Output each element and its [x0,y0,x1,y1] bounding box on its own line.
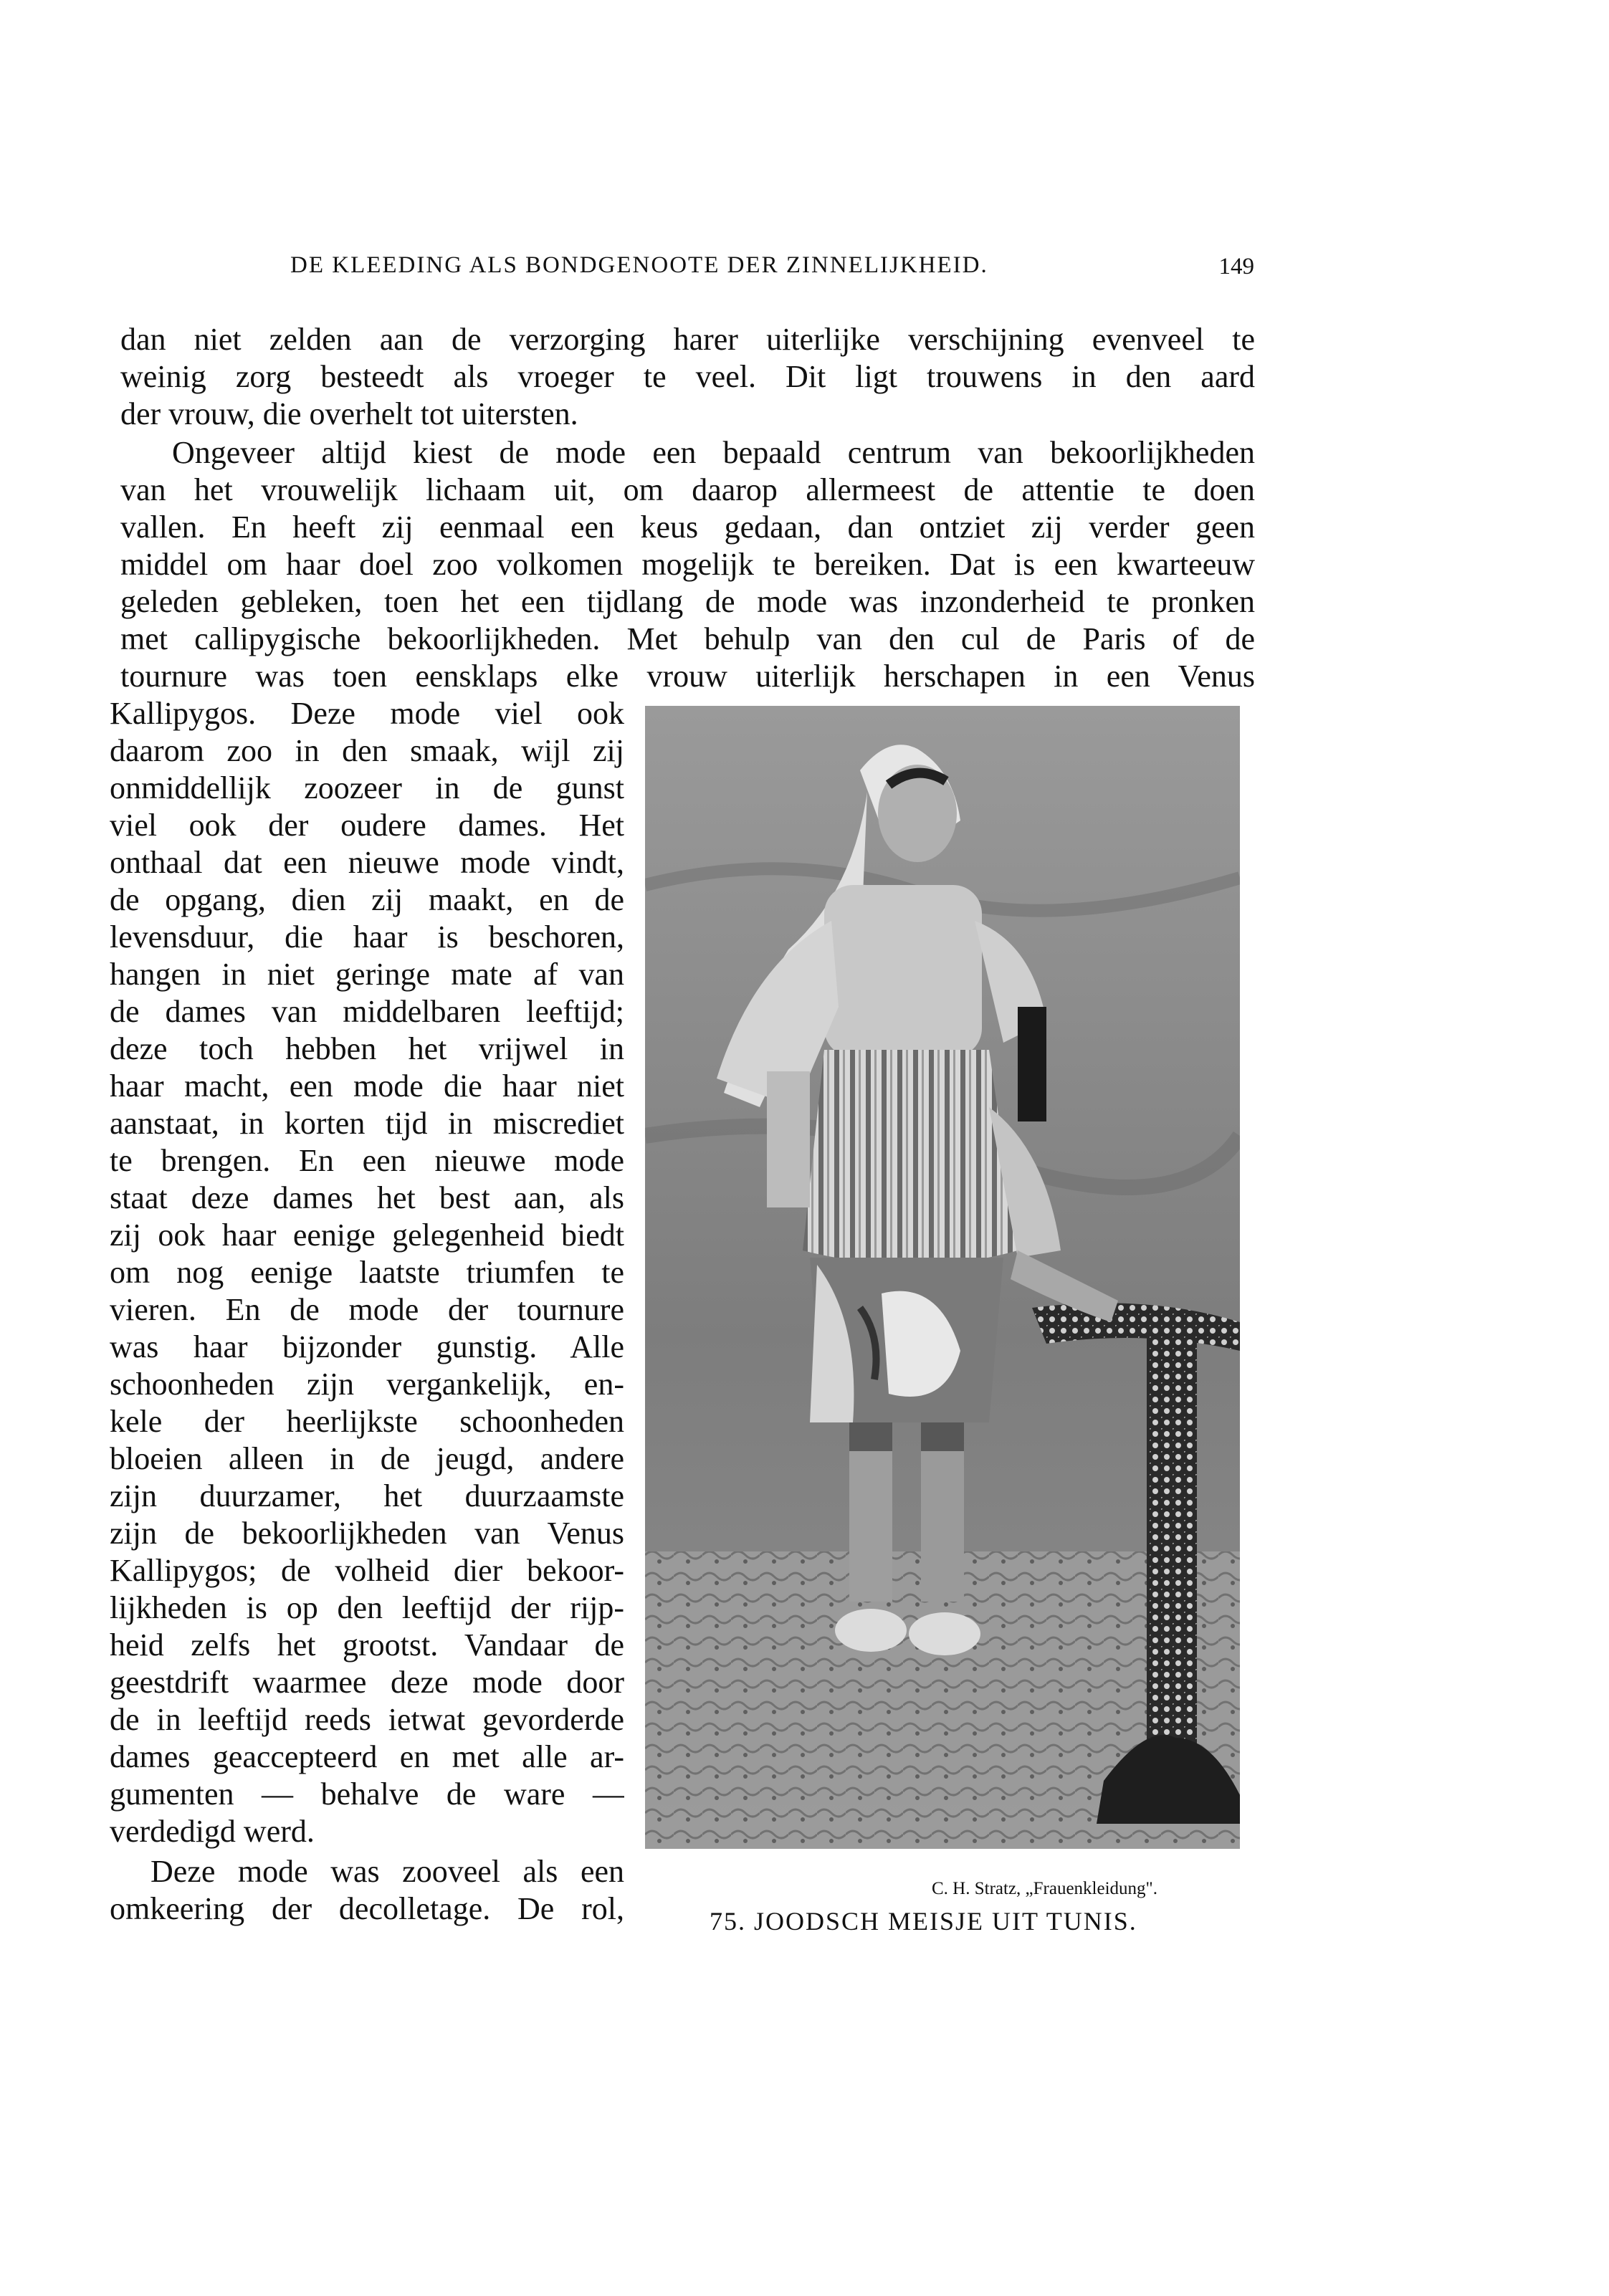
text-line: onthaal dat een nieuwe mode vindt, [110,845,624,880]
text-line: dames geaccepteerd en met alle ar- [110,1739,624,1774]
text-line: schoonheden zijn vergankelijk, en- [110,1367,624,1402]
text-line: geestdrift waarmee deze mode door [110,1665,624,1700]
running-title: DE KLEEDING ALS BONDGENOOTE DER ZINNELIJKHEID. [290,252,988,278]
text-line: was haar bijzonder gunstig. Alle [110,1329,624,1364]
text-line: om nog eenige laatste triumfen te [110,1255,624,1290]
text-line: zijn duurzamer, het duurzaamste [110,1478,624,1513]
text-line: zijn de bekoorlijkheden van Venus [110,1516,624,1551]
text-line: der vrouw, die overhelt tot uitersten. [120,396,578,431]
text-line: omkeering der decolletage. De rol, [110,1891,624,1926]
page-number: 149 [1218,254,1254,279]
text-line: tournure was toen eensklaps elke vrouw uiterlijk herschapen in een Venus [120,659,1255,694]
text-line: zij ook haar eenige gelegenheid biedt [110,1218,624,1253]
text-line: Ongeveer altijd kiest de mode een bepaald centrum van bekoorlijkheden [172,435,1255,470]
text-line: de opgang, dien zij maakt, en de [110,882,624,917]
text-line: kele der heerlijkste schoonheden [110,1404,624,1439]
text-line: geleden gebleken, toen het een tijdlang de mode was inzonderheid te pronken [120,584,1255,619]
text-line: staat deze dames het best aan, als [110,1180,624,1215]
photograph [645,706,1240,1849]
text-line: levensduur, die haar is beschoren, [110,919,624,955]
text-line: gumenten — behalve de ware — [110,1776,624,1812]
text-line: Kallipygos. Deze mode viel ook [110,696,624,731]
text-line: heid zelfs het grootst. Vandaar de [110,1627,624,1663]
text-line: lijkheden is op den leeftijd der rijp- [110,1590,624,1625]
text-line: de dames van middelbaren leeftijd; [110,994,624,1029]
text-line: middel om haar doel zoo volkomen mogelijk te bereiken. Dat is een kwarteeuw [120,547,1255,582]
text-line: haar macht, een mode die haar niet [110,1068,624,1104]
text-line: viel ook der oudere dames. Het [110,808,624,843]
text-line: de in leeftijd reeds ietwat gevorderde [110,1702,624,1737]
text-line: dan niet zelden aan de verzorging harer uiterlijke verschijning evenveel te [120,322,1255,357]
figure-credit: C. H. Stratz, „Frauenkleidung". [932,1879,1158,1898]
text-line: van het vrouwelijk lichaam uit, om daarop allermeest de attentie te doen [120,472,1255,507]
text-line: Kallipygos; de volheid dier bekoor- [110,1553,624,1588]
text-line: bloeien alleen in de jeugd, andere [110,1441,624,1476]
photograph-illustration [645,706,1240,1849]
text-line: vallen. En heeft zij eenmaal een keus gedaan, dan ontziet zij verder geen [120,510,1255,545]
text-line: verdedigd werd. [110,1814,315,1849]
text-line: hangen in niet geringe mate af van [110,957,624,992]
text-line: met callipygische bekoorlijkheden. Met behulp van den cul de Paris of de [120,621,1255,656]
figure-caption: 75. JOODSCH MEISJE UIT TUNIS. [710,1907,1137,1936]
text-line: daarom zoo in den smaak, wijl zij [110,733,624,768]
text-line: onmiddellijk zoozeer in de gunst [110,770,624,805]
text-line: vieren. En de mode der tournure [110,1292,624,1327]
text-line: weinig zorg besteedt als vroeger te veel. Dit ligt trouwens in den aard [120,359,1255,394]
text-line: te brengen. En een nieuwe mode [110,1143,624,1178]
running-header [290,252,1254,288]
text-line: deze toch hebben het vrijwel in [110,1031,624,1066]
text-line: aanstaat, in korten tijd in miscrediet [110,1106,624,1141]
text-line: Deze mode was zooveel als een [151,1854,624,1889]
